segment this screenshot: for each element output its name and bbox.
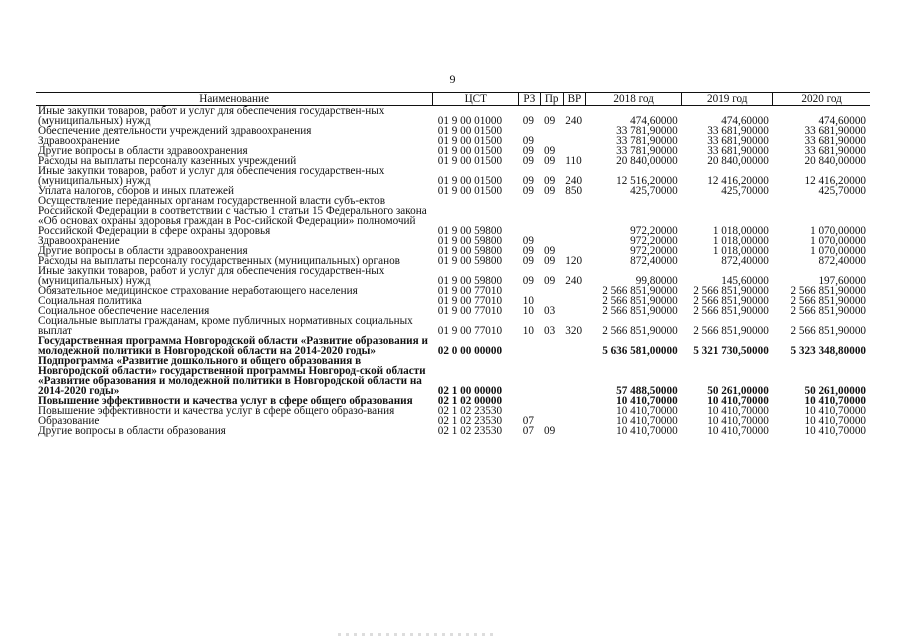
cell-pr: 09 <box>544 275 556 287</box>
cell-pr: 09 <box>544 255 556 267</box>
cell-vr <box>563 336 585 356</box>
cell-pr <box>540 196 563 236</box>
cell-2020: 1 070,00000 <box>810 245 866 257</box>
cell-2019: 1 018,00000 <box>712 235 769 247</box>
cell-vr <box>563 236 585 246</box>
cell-2020: 10 410,70000 <box>804 425 866 437</box>
cell-rz <box>519 356 540 396</box>
cell-cst: 01 9 00 59800 <box>437 255 503 267</box>
table-row <box>36 106 870 127</box>
cell-2020: 10 410,70000 <box>804 395 866 407</box>
cell-pr: 03 <box>544 305 556 317</box>
cell-pr: 09 <box>544 175 556 187</box>
cell-vr <box>563 306 585 316</box>
cell-cst: 02 1 02 23530 <box>437 425 503 437</box>
cell-cst: 02 0 00 00000 <box>437 345 503 357</box>
cell-cst: 01 9 00 01000 <box>437 115 503 127</box>
cell-2019: 145,60000 <box>721 275 769 287</box>
cell-2018: 2 566 851,90000 <box>602 295 678 307</box>
cell-2019: 33 681,90000 <box>707 135 769 147</box>
cell-name: Социальные выплаты гражданам, кроме публичных нормативных социальных выплат <box>38 315 413 337</box>
cell-2020: 2 566 851,90000 <box>790 325 866 337</box>
cell-name: Иные закупки товаров, работ и услуг для обеспечения государствен-ных (муниципальных) нужд <box>38 165 385 187</box>
cell-rz: 09 <box>522 145 534 157</box>
cell-cst: 01 9 00 01500 <box>437 135 503 147</box>
scan-artifact <box>338 633 498 636</box>
cell-2018: 972,20000 <box>630 245 678 257</box>
cell-vr <box>563 196 585 236</box>
cell-2020: 33 681,90000 <box>804 145 866 157</box>
cell-2018: 10 410,70000 <box>616 395 678 407</box>
cell-cst: 02 1 02 23530 <box>437 405 503 417</box>
cell-2019: 12 416,20000 <box>707 175 769 187</box>
cell-name: Обязательное медицинское страхование неработающего населения <box>38 285 358 297</box>
header-vr: ВР <box>563 93 585 106</box>
cell-vr: 240 <box>565 275 583 287</box>
cell-name: Подпрограмма «Развитие дошкольного и общего образования в Новгородской области» государственной программы Новгород-ской области «Развитие образования и молодежной политики в Новгородской области на 2014-2020 годы» <box>38 355 426 397</box>
cell-2018: 10 410,70000 <box>616 425 678 437</box>
cell-rz: 09 <box>522 255 534 267</box>
cell-name: Другие вопросы в области здравоохранения <box>38 245 248 257</box>
cell-2018: 10 410,70000 <box>616 415 678 427</box>
cell-name: Другие вопросы в области образования <box>38 425 226 437</box>
cell-name: Здравоохранение <box>38 135 120 147</box>
cell-2018: 2 566 851,90000 <box>602 325 678 337</box>
cell-name: Иные закупки товаров, работ и услуг для обеспечения государствен-ных (муниципальных) нужд <box>38 105 385 127</box>
cell-vr <box>563 126 585 136</box>
cell-cst: 02 1 02 00000 <box>437 395 503 407</box>
cell-2019: 425,70000 <box>721 185 769 197</box>
cell-vr: 240 <box>565 115 583 127</box>
cell-rz <box>519 396 540 406</box>
table-row <box>36 196 870 236</box>
header-2020: 2020 год <box>773 93 870 106</box>
table-row <box>36 356 870 396</box>
cell-2018: 33 781,90000 <box>616 135 678 147</box>
cell-pr <box>540 396 563 406</box>
table-body <box>36 106 870 437</box>
header-cst: ЦСТ <box>433 93 519 106</box>
cell-2019: 10 410,70000 <box>707 425 769 437</box>
cell-2018: 20 840,00000 <box>616 155 678 167</box>
cell-rz: 09 <box>522 275 534 287</box>
budget-table <box>36 92 870 436</box>
cell-2020: 2 566 851,90000 <box>790 285 866 297</box>
header-name: Наименование <box>36 93 433 106</box>
cell-rz: 09 <box>522 235 534 247</box>
cell-2018: 872,40000 <box>630 255 678 267</box>
cell-pr <box>540 406 563 416</box>
cell-2018: 2 566 851,90000 <box>602 285 678 297</box>
table-row <box>36 166 870 186</box>
table-row <box>36 316 870 336</box>
header-pr: Пр <box>540 93 563 106</box>
cell-2019: 50 261,00000 <box>707 385 769 397</box>
cell-rz: 07 <box>522 425 534 437</box>
cell-name: Расходы на выплаты персоналу казенных учреждений <box>38 155 297 167</box>
cell-name: Повышение эффективности и качества услуг в сфере общего образования <box>38 395 413 407</box>
cell-2019: 2 566 851,90000 <box>693 325 769 337</box>
cell-rz <box>519 336 540 356</box>
cell-2019: 20 840,00000 <box>707 155 769 167</box>
cell-vr <box>563 396 585 406</box>
cell-2019: 474,60000 <box>721 115 769 127</box>
cell-rz: 09 <box>522 155 534 167</box>
cell-2019: 33 681,90000 <box>707 145 769 157</box>
cell-vr: 120 <box>565 255 583 267</box>
cell-cst: 01 9 00 01500 <box>437 175 503 187</box>
cell-pr: 03 <box>544 325 556 337</box>
cell-pr: 09 <box>544 185 556 197</box>
cell-cst: 01 9 00 77010 <box>437 285 503 297</box>
cell-pr: 09 <box>544 115 556 127</box>
cell-2018: 5 636 581,00000 <box>602 345 678 357</box>
cell-rz: 09 <box>522 135 534 147</box>
cell-pr: 09 <box>544 155 556 167</box>
cell-name: Повышение эффективности и качества услуг в сфере общего образо-вания <box>38 405 395 417</box>
cell-cst: 01 9 00 59800 <box>437 225 503 237</box>
cell-2018: 10 410,70000 <box>616 405 678 417</box>
cell-pr: 09 <box>544 245 556 257</box>
cell-name: Государственная программа Новгородской области «Развитие образования и молодежной политики в Новгородской области на 2014-2020 годы» <box>38 335 428 357</box>
cell-2019: 2 566 851,90000 <box>693 305 769 317</box>
cell-vr: 320 <box>565 325 583 337</box>
table-row <box>36 266 870 286</box>
cell-rz: 10 <box>522 325 534 337</box>
cell-name: Здравоохранение <box>38 235 120 247</box>
cell-2020: 425,70000 <box>818 185 866 197</box>
cell-2020: 10 410,70000 <box>804 415 866 427</box>
cell-rz: 10 <box>522 305 534 317</box>
cell-2018: 425,70000 <box>630 185 678 197</box>
header-2019: 2019 год <box>682 93 773 106</box>
cell-vr <box>563 356 585 396</box>
cell-vr <box>563 296 585 306</box>
cell-2020: 1 070,00000 <box>810 235 866 247</box>
header-rz: РЗ <box>519 93 540 106</box>
cell-name: Обеспечение деятельности учреждений здравоохранения <box>38 125 312 137</box>
cell-name: Осуществление переданных органам государственной власти субъ-ектов Российской Федерации в соответствии с частью 1 статьи 15 Федерального закона «Об основах охраны здоровья граждан в Рос-сийской Федерации» полномочий Российской Федерации в сфере охраны здоровья <box>38 195 427 237</box>
table-row <box>36 426 870 436</box>
table-header-row <box>36 93 870 106</box>
cell-2020: 12 416,20000 <box>804 175 866 187</box>
cell-name: Образование <box>38 415 100 427</box>
cell-2019: 1 018,00000 <box>712 225 769 237</box>
cell-2020: 20 840,00000 <box>804 155 866 167</box>
cell-name: Другие вопросы в области здравоохранения <box>38 145 248 157</box>
cell-rz <box>519 196 540 236</box>
cell-cst: 02 1 00 00000 <box>437 385 503 397</box>
cell-cst: 01 9 00 59800 <box>437 275 503 287</box>
cell-2020: 10 410,70000 <box>804 405 866 417</box>
cell-rz: 07 <box>522 415 534 427</box>
cell-cst: 01 9 00 01500 <box>437 145 503 157</box>
cell-2020: 50 261,00000 <box>804 385 866 397</box>
cell-pr <box>540 126 563 136</box>
cell-2018: 474,60000 <box>630 115 678 127</box>
cell-2019: 1 018,00000 <box>712 245 769 257</box>
cell-cst: 01 9 00 59800 <box>437 235 503 247</box>
cell-pr: 09 <box>544 145 556 157</box>
cell-2020: 5 323 348,80000 <box>790 345 866 357</box>
cell-2018: 33 781,90000 <box>616 125 678 137</box>
cell-2019: 33 681,90000 <box>707 125 769 137</box>
cell-2020: 474,60000 <box>818 115 866 127</box>
cell-2019: 2 566 851,90000 <box>693 295 769 307</box>
cell-cst: 01 9 00 01500 <box>437 185 503 197</box>
cell-cst: 01 9 00 77010 <box>437 295 503 307</box>
cell-vr <box>563 286 585 296</box>
cell-name: Социальная политика <box>38 295 142 307</box>
cell-vr: 850 <box>565 185 583 197</box>
cell-2019: 10 410,70000 <box>707 415 769 427</box>
cell-2019: 872,40000 <box>721 255 769 267</box>
cell-cst: 01 9 00 59800 <box>437 245 503 257</box>
cell-2020: 33 681,90000 <box>804 125 866 137</box>
cell-rz: 10 <box>522 295 534 307</box>
cell-rz: 09 <box>522 245 534 257</box>
cell-name: Иные закупки товаров, работ и услуг для обеспечения государствен-ных (муниципальных) нужд <box>38 265 385 287</box>
cell-2020: 197,60000 <box>818 275 866 287</box>
cell-vr: 240 <box>565 175 583 187</box>
cell-2018: 99,80000 <box>635 275 678 287</box>
cell-vr: 110 <box>565 155 582 167</box>
cell-name: Расходы на выплаты персоналу государственных (муниципальных) органов <box>38 255 400 267</box>
cell-rz: 09 <box>522 115 534 127</box>
cell-2019: 10 410,70000 <box>707 405 769 417</box>
cell-2020: 33 681,90000 <box>804 135 866 147</box>
cell-2019: 10 410,70000 <box>707 395 769 407</box>
cell-rz: 09 <box>522 185 534 197</box>
cell-pr: 09 <box>544 425 556 437</box>
page-number: 9 <box>449 72 456 86</box>
table-row <box>36 336 870 356</box>
cell-vr <box>563 426 585 436</box>
cell-2019: 5 321 730,50000 <box>693 345 769 357</box>
cell-pr <box>540 356 563 396</box>
header-2018: 2018 год <box>586 93 682 106</box>
cell-2018: 12 516,20000 <box>616 175 678 187</box>
cell-2018: 972,20000 <box>630 225 678 237</box>
cell-name: Социальное обеспечение населения <box>38 305 210 317</box>
cell-cst: 01 9 00 77010 <box>437 325 503 337</box>
cell-2018: 57 488,50000 <box>616 385 678 397</box>
cell-2020: 2 566 851,90000 <box>790 305 866 317</box>
cell-2018: 33 781,90000 <box>616 145 678 157</box>
cell-cst: 01 9 00 01500 <box>437 125 503 137</box>
cell-pr <box>540 336 563 356</box>
cell-2018: 972,20000 <box>630 235 678 247</box>
cell-2020: 2 566 851,90000 <box>790 295 866 307</box>
cell-rz: 09 <box>522 175 534 187</box>
cell-cst: 01 9 00 01500 <box>437 155 503 167</box>
cell-2019: 2 566 851,90000 <box>693 285 769 297</box>
cell-vr <box>563 136 585 146</box>
cell-2020: 1 070,00000 <box>810 225 866 237</box>
cell-2020: 872,40000 <box>818 255 866 267</box>
cell-pr <box>540 286 563 296</box>
cell-vr <box>563 406 585 416</box>
cell-name: Уплата налогов, сборов и иных платежей <box>38 185 234 197</box>
cell-vr <box>563 416 585 426</box>
cell-2018: 2 566 851,90000 <box>602 305 678 317</box>
cell-cst: 01 9 00 77010 <box>437 305 503 317</box>
cell-cst: 02 1 02 23530 <box>437 415 503 427</box>
